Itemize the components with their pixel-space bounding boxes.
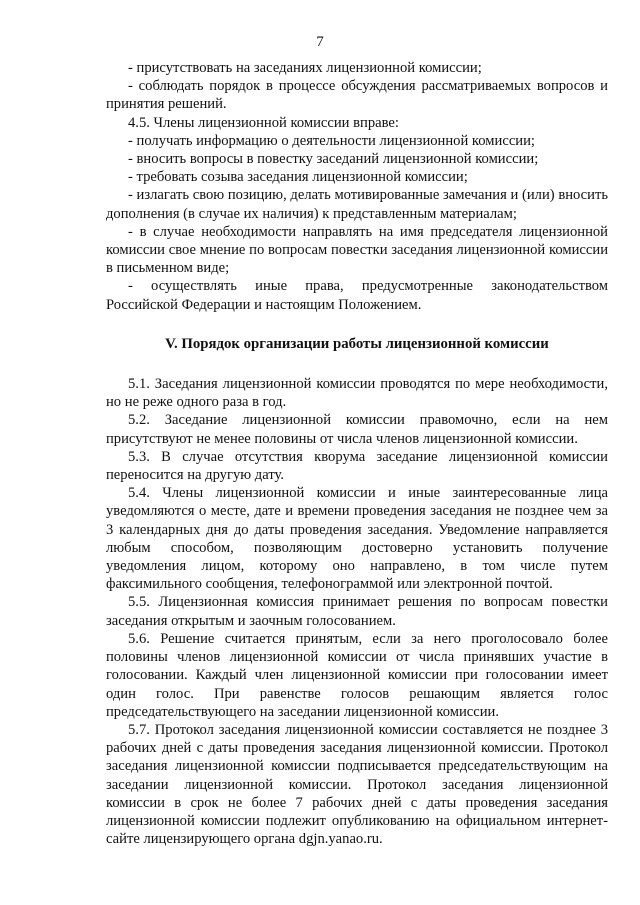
paragraph-5-3: 5.3. В случае отсутствия кворума заседание лицензионной комиссии переносится на другую дату. (106, 448, 608, 484)
paragraph-5-7: 5.7. Протокол заседания лицензионной комиссии составляется не позднее 3 рабочих дней с даты проведения заседания лицензионной комиссии. Протокол заседания лицензионной комиссии подписывается председательствующим на заседании лицензионной комиссии. Протокол заседания лицензионной комиссии в срок не более 7 рабочих дней с даты проведения заседания лицензионной комиссии подлежит опубликованию на официальном интернет-сайте лицензирующего органа dgjn.yanao.ru. (106, 721, 608, 848)
paragraph-4-4-item-order: - соблюдать порядок в процессе обсуждения рассматриваемых вопросов и принятия решений. (106, 78, 608, 113)
paragraph-4-5-item-agenda: - вносить вопросы в повестку заседаний лицензионной комиссии; (128, 151, 539, 168)
section-heading: V. Порядок организации работы лицензионной комиссии (165, 335, 549, 352)
paragraph-5-5: 5.5. Лицензионная комиссия принимает решения по вопросам повестки заседания открытым и заочным голосованием. (106, 594, 608, 629)
page-number: 7 (316, 34, 324, 50)
paragraph-4-5-item-other-rights: - осуществлять иные права, предусмотренные законодательством Российской Федерации и настоящим Положением. (106, 278, 608, 313)
paragraph-4-5: 4.5. Члены лицензионной комиссии вправе: (128, 114, 399, 131)
paragraph-5-1: 5.1. Заседания лицензионной комиссии проводятся по мере необходимости, но не реже одного раза в год. (106, 376, 608, 411)
paragraph-5-4: 5.4. Члены лицензионной комиссии и иные заинтересованные лица уведомляются о месте, дате и времени проведения заседания не позднее чем за 3 календарных дня до даты проведения заседания. Уведомление направляется любым способом, позволяющим достоверно установить получение уведомления лицом, которому оно направлено, в том числе путем факсимильного сообщения, телефонограммой или электронной почтой. (106, 485, 608, 593)
paragraph-5-2: 5.2. Заседание лицензионной комиссии правомочно, если на нем присутствуют не менее половины от числа членов лицензионной комиссии. (106, 412, 608, 447)
paragraph-4-4-item-attend: - присутствовать на заседаниях лицензионной комиссии; (128, 60, 482, 76)
paragraph-4-5-item-opinion: - в случае необходимости направлять на имя председателя лицензионной комиссии свое мнение по вопросам повестки заседания лицензионной комиссии в письменном виде; (106, 223, 608, 277)
paragraph-4-5-item-convene: - требовать созыва заседания лицензионной комиссии; (128, 169, 468, 186)
page-body (106, 59, 608, 848)
paragraph-4-5-item-info: - получать информацию о деятельности лицензионной комиссии; (128, 132, 535, 149)
paragraph-5-6: 5.6. Решение считается принятым, если за него проголосовало более половины членов лицензионной комиссии от числа принявших участие в голосовании. Каждый член лицензионной комиссии при голосовании имеет один голос. При равенстве голосов решающим является голос председательствующего на заседании лицензионной комиссии. (106, 630, 608, 720)
paragraph-4-5-item-position: - излагать свою позицию, делать мотивированные замечания и (или) вносить дополнения (в случае их наличия) к представленным материалам; (106, 187, 608, 222)
